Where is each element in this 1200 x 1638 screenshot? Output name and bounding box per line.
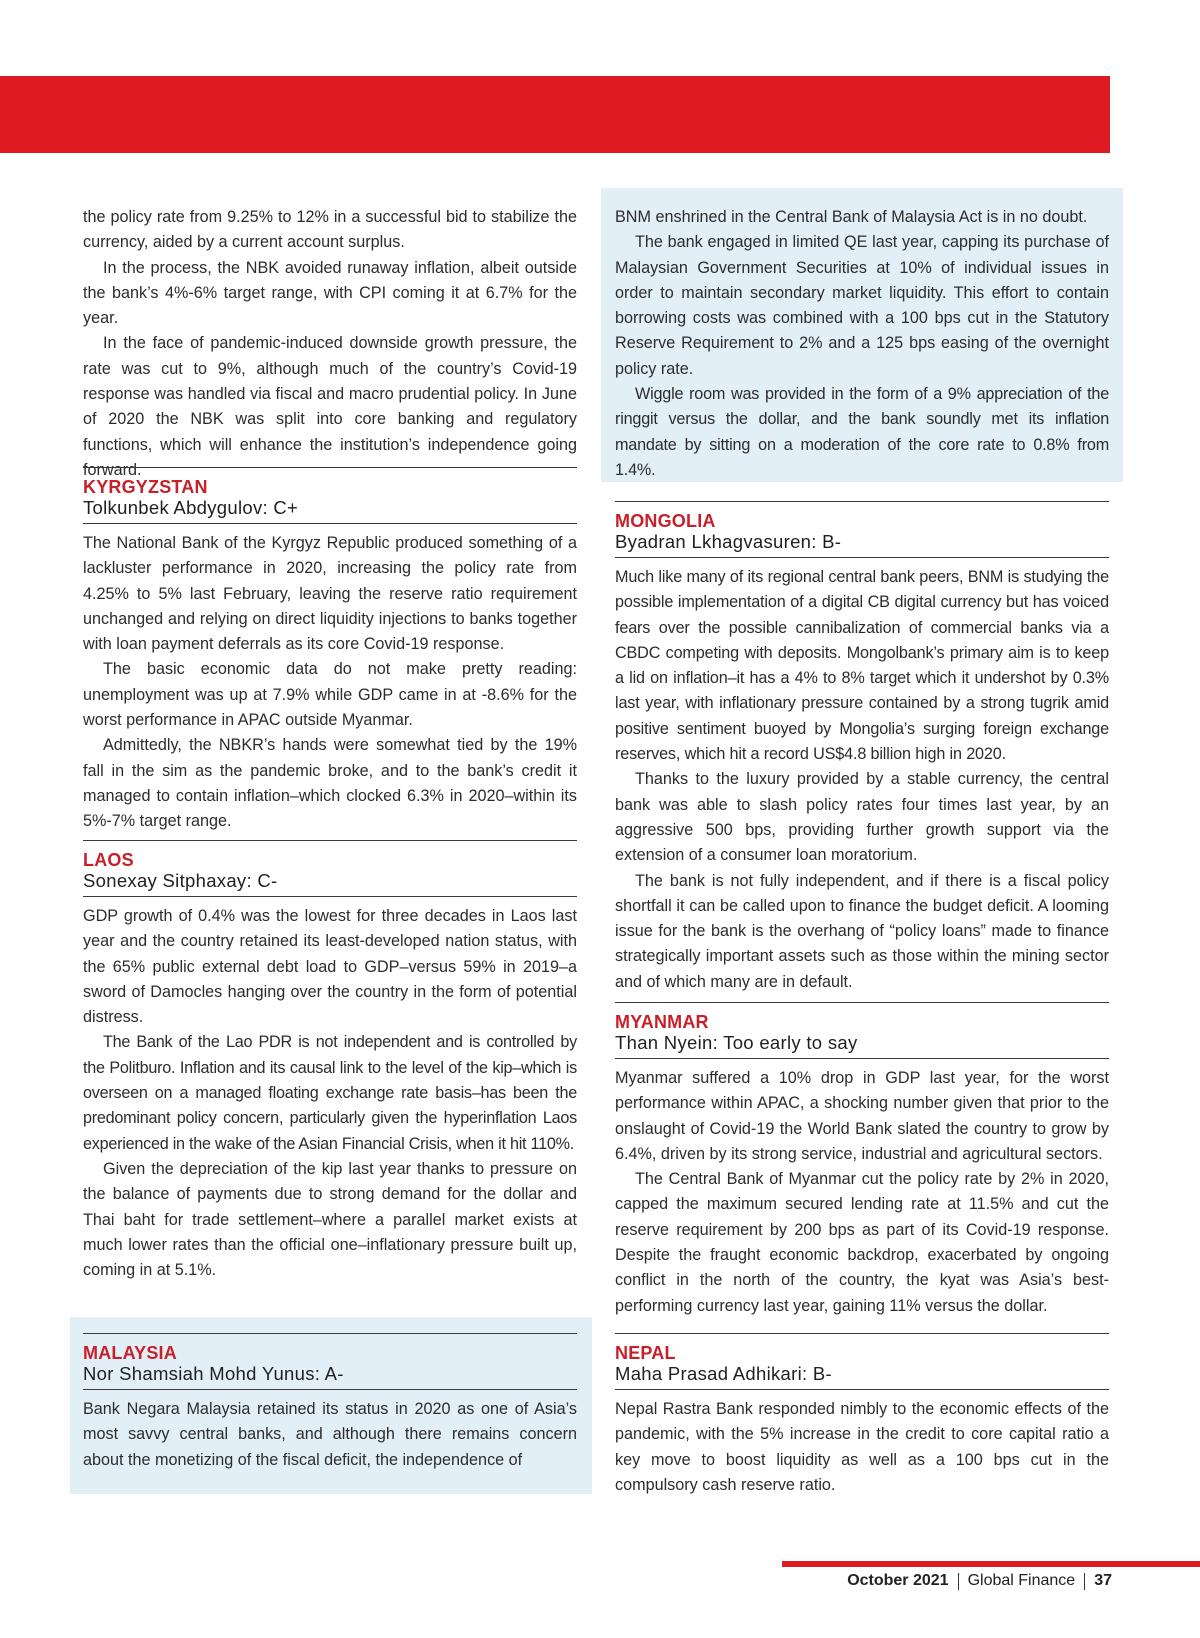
paragraph: Thanks to the luxury provided by a stable currency, the central bank was able to slash policy rates four times last year, by an aggressive 500 bps, providing further growth support via the extension of a consumer loan moratorium. — [615, 770, 1109, 865]
paragraph: The Bank of the Lao PDR is not independent and is controlled by the Politburo. Inflation and its causal link to the level of the kip–which is overseen on a managed floating exchange rate basis–has been the predominant policy concern, particularly given the hyperinflation Laos experienced in the wake of the Asian Financial Crisis, when it hit 110%. — [83, 1033, 577, 1153]
paragraph: In the process, the NBK avoided runaway inflation, albeit outside the bank’s 4%-6% target range, with CPI coming it at 6.7% for the year. — [83, 258, 577, 328]
paragraph: Admittedly, the NBKR’s hands were somewhat tied by the 19% fall in the sim as the pandemic broke, and to the bank’s credit it managed to contain inflation–which clocked 6.3% in 2020–within its 5%-7% target range. — [83, 736, 577, 831]
paragraph: Wiggle room was provided in the form of a 9% appreciation of the ringgit versus the dollar, and the bank soundly met its inflation mandate by sitting on a moderation of the core rate to 0.8% from 1.4%. — [615, 385, 1109, 479]
footer-separator — [1084, 1573, 1085, 1590]
paragraph: In the face of pandemic-induced downside growth pressure, the rate was cut to 9%, although much of the country’s Covid-19 response was handled via fiscal and macro prudential policy. In June of 2020 the NBK was split into core banking and regulatory functions, which will enhance the institution’s independence going forward. — [83, 334, 577, 479]
paragraph: the policy rate from 9.25% to 12% in a successful bid to stabilize the currency, aided by a current account surplus. — [83, 208, 577, 252]
country-heading: NEPAL — [615, 1343, 676, 1363]
paragraph: Bank Negara Malaysia retained its status in 2020 as one of Asia’s most savvy central banks, and although there remains concern about the monetizing of the fiscal deficit, the independence of — [83, 1400, 577, 1469]
divider — [83, 467, 577, 468]
page-footer — [847, 1567, 1112, 1595]
divider — [615, 1058, 1109, 1059]
page-number: 37 — [1094, 1572, 1112, 1589]
paragraph: GDP growth of 0.4% was the lowest for three decades in Laos last year and the country retained its least-developed nation status, with the 65% public external debt load to GDP–versus 59% in 2019–a sword of Damocles hanging over the country in the form of potential distress. — [83, 907, 577, 1027]
governor-grade: Sonexay Sitphaxay: C- — [83, 870, 278, 891]
paragraph: The National Bank of the Kyrgyz Republic produced something of a lackluster performance in 2020, increasing the policy rate from 4.25% to 5% last February, leaving the reserve ratio requirement unchanged and relying on direct liquidity injections to banks together with loan payment deferrals as its core Covid-19 response. — [83, 534, 577, 654]
footer-separator — [958, 1573, 959, 1590]
country-heading: MONGOLIA — [615, 511, 716, 531]
divider — [83, 840, 577, 841]
header-red-band — [0, 76, 1110, 153]
paragraph: The basic economic data do not make pretty reading: unemployment was up at 7.9% while GDP came in at -8.6% for the worst performance in APAC outside Myanmar. — [83, 660, 577, 730]
divider — [615, 1333, 1109, 1334]
section-nepal — [615, 1333, 1109, 1498]
divider — [83, 1389, 577, 1390]
divider — [615, 1002, 1109, 1003]
divider — [83, 1333, 577, 1334]
governor-grade: Tolkunbek Abdygulov: C+ — [83, 497, 299, 518]
section-laos — [83, 840, 577, 1283]
paragraph: BNM enshrined in the Central Bank of Malaysia Act is in no doubt. — [615, 208, 1088, 226]
divider — [615, 557, 1109, 558]
divider — [83, 523, 577, 524]
country-heading: MYANMAR — [615, 1012, 709, 1032]
section-mongolia — [615, 501, 1109, 995]
paragraph: Nepal Rastra Bank responded nimbly to the economic effects of the pandemic, with the 5% increase in the credit to core capital ratio a key move to boost liquidity as well as a 100 bps cut in the compulsory cash reserve ratio. — [615, 1400, 1109, 1494]
country-heading: MALAYSIA — [83, 1343, 177, 1363]
country-heading: KYRGYZSTAN — [83, 477, 208, 497]
malaysia-continued-text — [615, 205, 1109, 483]
paragraph: The bank engaged in limited QE last year, capping its purchase of Malaysian Government Securities at 10% of individual issues in order to maintain secondary market liquidity. This effort to contain borrowing costs was combined with a 100 bps cut in the Statutory Reserve Requirement to 2% and a 125 bps easing of the overnight policy rate. — [615, 233, 1109, 378]
paragraph: Given the depreciation of the kip last year thanks to pressure on the balance of payments due to strong demand for the dollar and Thai baht for trade settlement–where a parallel market exists at much lower rates than the official one–inflationary pressure built up, coming in at 5.1%. — [83, 1159, 577, 1280]
governor-grade: Byadran Lkhagvasuren: B- — [615, 531, 842, 552]
section-myanmar — [615, 1002, 1109, 1319]
issue-date: October 2021 — [847, 1572, 949, 1589]
governor-grade: Than Nyein: Too early to say — [615, 1032, 858, 1053]
country-heading: LAOS — [83, 850, 134, 870]
governor-grade: Nor Shamsiah Mohd Yunus: A- — [83, 1363, 344, 1384]
publication-name: Global Finance — [967, 1572, 1076, 1589]
paragraph: Much like many of its regional central bank peers, BNM is studying the possible implementation of a digital CB digital currency but has voiced fears over the possible cannibalization of commercial banks via a CBDC competing with deposits. Mongolbank’s primary aim is to keep a lid on inflation–it has a 4% to 8% target which it undershot by 0.3% last year, with inflationary pressure contained by a strong tugrik amid positive sentiment buoyed by Mongolia’s surging foreign exchange reserves, which hit a record US$4.8 billion high in 2020. — [615, 568, 1109, 764]
section-malaysia — [83, 1333, 577, 1473]
governor-grade: Maha Prasad Adhikari: B- — [615, 1363, 832, 1384]
paragraph: Myanmar suffered a 10% drop in GDP last year, for the worst performance within APAC, a shocking number given that prior to the onslaught of Covid-19 the World Bank slated the country to grow by 6.4%, driven by its strong service, industrial and agricultural sectors. — [615, 1069, 1109, 1163]
divider — [615, 501, 1109, 502]
paragraph: The Central Bank of Myanmar cut the policy rate by 2% in 2020, capped the maximum secured lending rate at 11.5% and cut the reserve requirement by 200 bps as part of its Covid-19 response. Despite the fraught economic backdrop, exacerbated by ongoing conflict in the north of the country, the kyat was Asia’s best-performing currency last year, gaining 11% versus the dollar. — [615, 1170, 1109, 1315]
paragraph: The bank is not fully independent, and if there is a fiscal policy shortfall it can be called upon to finance the budget deficit. A looming issue for the bank is the overhang of “policy loans” made to finance strategically important assets such as those within the mining sector and of which many are in default. — [615, 871, 1109, 991]
section-kyrgyzstan — [83, 467, 577, 835]
divider — [83, 896, 577, 897]
divider — [615, 1389, 1109, 1390]
left-intro-text — [83, 205, 577, 483]
